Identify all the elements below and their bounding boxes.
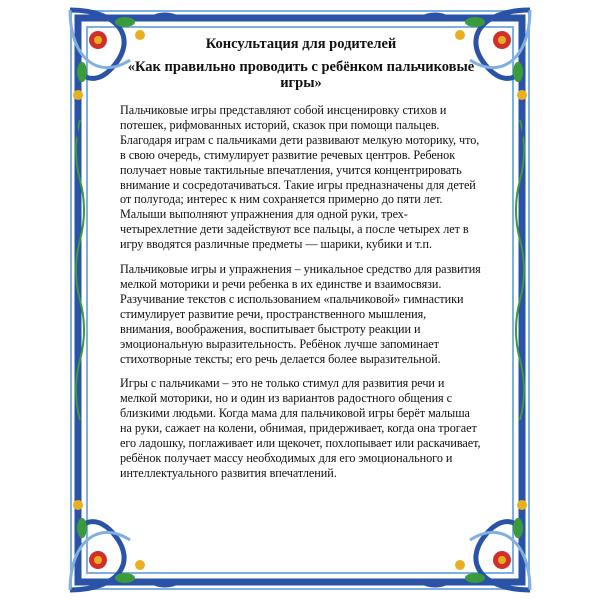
paragraph-2: Пальчиковые игры и упражнения – уникальное средство для развития мелкой моторики и речи ребенка в их единстве и взаимосвязи. Разучивание текстов с использованием «пальчиковой» гимнастики стимулирует развитие речи, пространственного мышления, внимания, воображения, воспитывает быстроту реакции и эмоциональную выразительность. Ребёнок лучше запоминает стихотворные тексты; его речь делается более выразительной.: [120, 262, 481, 366]
document-body: [120, 36, 482, 491]
document-title: Консультация для родителей: [205, 36, 397, 52]
paragraph-1: Пальчиковые игры представляют собой инсценировку стихов и потешек, рифмованных историй, сказок при помощи пальцев. Благодаря играм с пальчиками дети развивают мелкую моторику, что, в свою очередь, стимулирует развитие речевых центров. Ребенок получает новые тактильные впечатления, учится концентрировать внимание и сосредотачиваться. Такие игры предназначены для детей от полугода; интерес к ним сохраняется примерно до пяти лет. Малыши выполняют упражнения для одной руки, трех-четырехлетние дети задействуют все пальцы, а после четырех лет в игру вводятся различные предметы — шарики, кубики и т.п.: [120, 103, 480, 252]
document-subtitle: «Как правильно проводить с ребёнком пальчиковые игры»: [127, 59, 475, 91]
paragraph-3: Игры с пальчиками – это не только стимул для развития речи и мелкой моторики, но и один из вариантов радостного общения с близкими людьми. Когда мама для пальчиковой игры берёт малыша на руки, сажает на колени, обнимая, придерживает, когда она трогает его ладошку, поглаживает или щекочет, похлопывает или раскачивает, ребёнок получает массу необходимых для его эмоционального и интеллектуального развития впечатлений.: [120, 376, 481, 480]
